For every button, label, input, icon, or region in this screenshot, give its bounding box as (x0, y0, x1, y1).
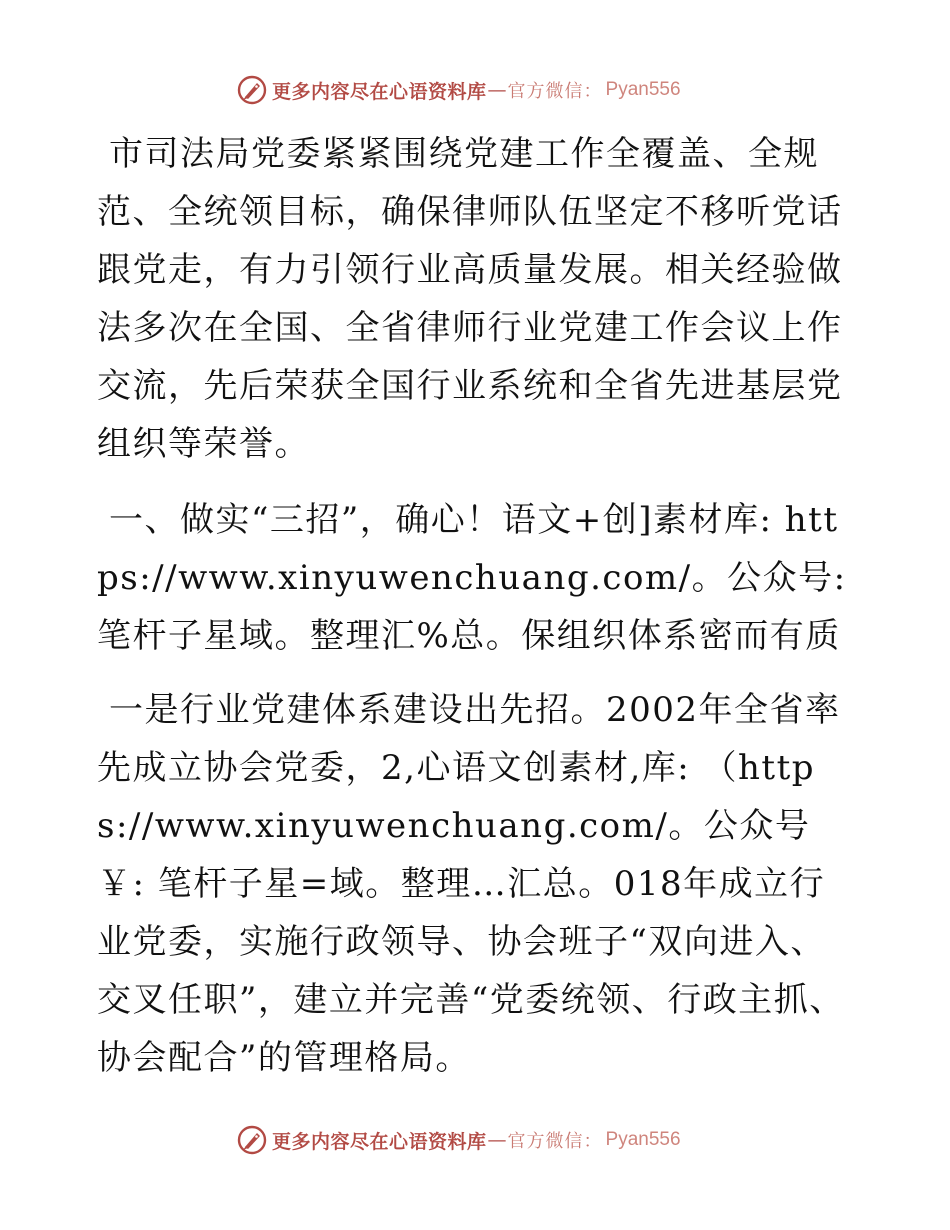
banner-main-text: 更多内容尽在心语资料库 (272, 80, 487, 103)
banner-main-text: 更多内容尽在心语资料库 (272, 1130, 487, 1153)
pen-nib-logo-icon (236, 74, 268, 106)
banner-wechat-id: Pyan556 (605, 1129, 681, 1150)
banner-separator: — (487, 79, 507, 101)
header-banner (0, 70, 950, 110)
pen-nib-logo-icon (236, 1124, 268, 1156)
document-body (97, 125, 857, 1087)
footer-banner (0, 1120, 950, 1160)
banner-content (236, 1120, 681, 1160)
banner-separator: — (487, 1129, 507, 1151)
paragraph-intro: 市司法局党委紧紧围绕党建工作全覆盖、全规范、全统领目标，确保律师队伍坚定不移听党话跟党走，有力引领行业高质量发展。相关经验做法多次在全国、全省律师行业党建工作会议上作交流，先后荣获全国行业系统和全省先进基层党组织等荣誉。 (97, 134, 843, 464)
banner-official-label: 官方微信： (507, 1131, 603, 1152)
banner-official-label: 官方微信： (507, 81, 603, 102)
banner-wechat-id: Pyan556 (605, 79, 681, 100)
paragraph-section-heading: 一、做实“三招”，确心！语文+创]素材库: https://www.xinyuwenchuang.com/。公众号: 笔杆子星域。整理汇%总。保组织体系密而有质 (97, 500, 847, 656)
paragraph-first-measure: 一是行业党建体系建设出先招。2002年全省率先成立协会党委，2,心语文创素材,库: （https://www.xinyuwenchuang.com/。公众号￥: 笔杆子星=域。整理…汇总。018年成立行业党委，实施行政领导、协会班子“双向进入、交叉任职”，建立并完善“党委统领、行政主抓、协会配合”的管理格局。 (97, 690, 845, 1078)
banner-content (236, 70, 681, 110)
